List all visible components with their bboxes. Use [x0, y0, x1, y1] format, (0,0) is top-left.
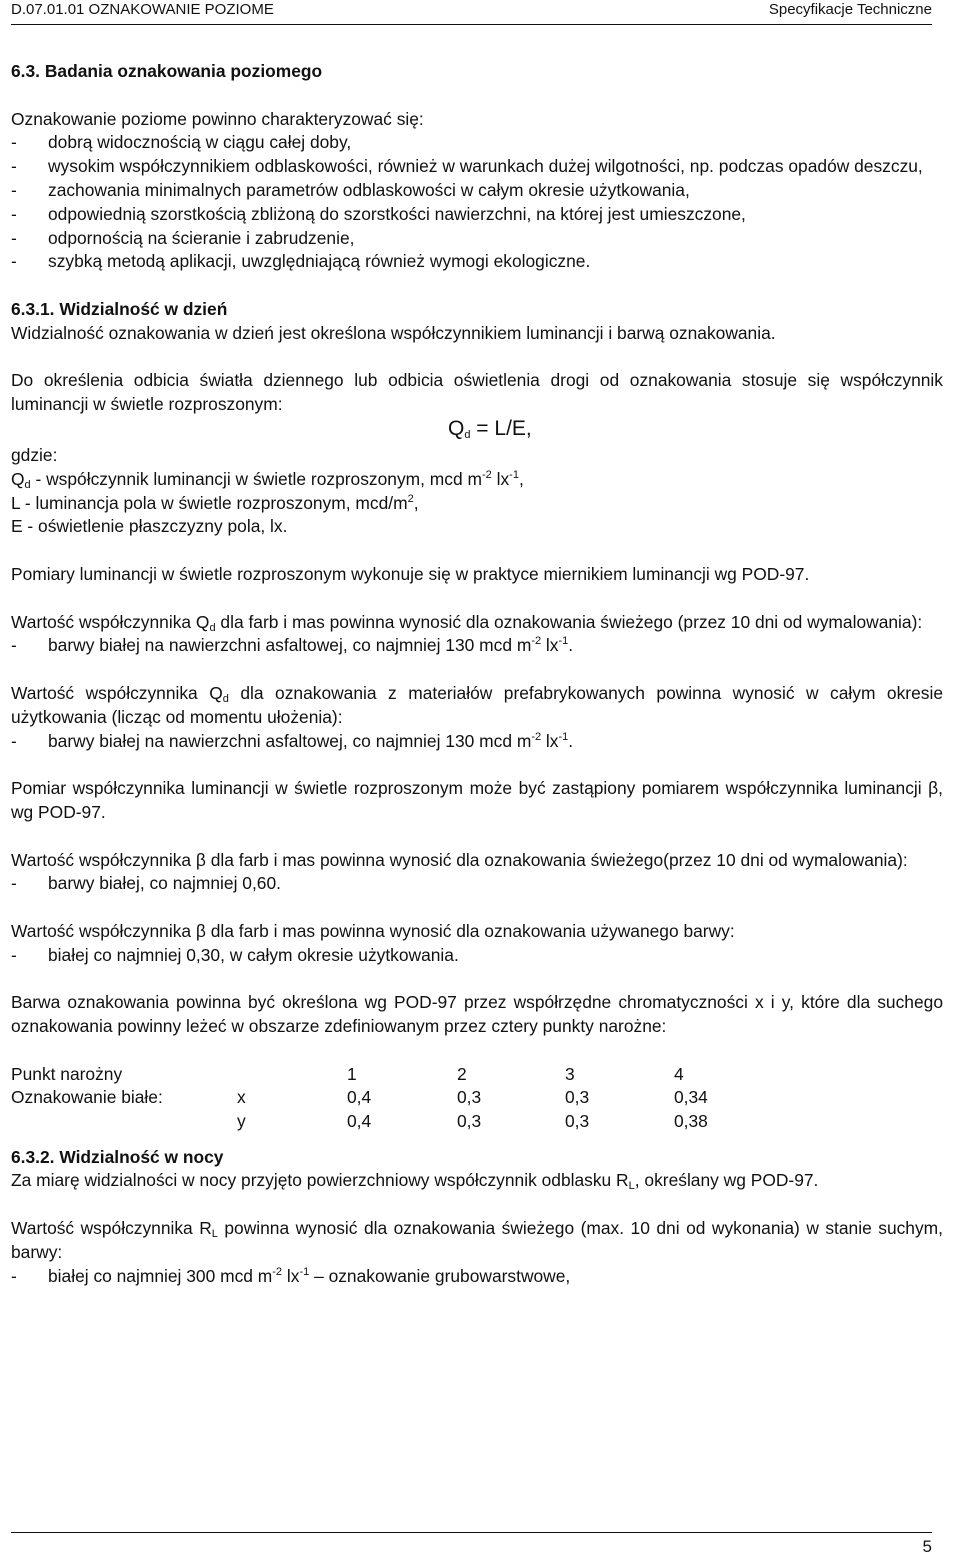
- list-item: - białej co najmniej 0,30, w całym okresie użytkowania.: [11, 944, 459, 965]
- section-heading: 6.3. Badania oznakowania poziomego: [11, 61, 323, 81]
- intro-text: Oznakowanie poziome powinno charakteryzować się:: [11, 108, 424, 129]
- gdzie-label: gdzie:: [11, 444, 58, 465]
- list-item: - barwy białej na nawierzchni asfaltowej, co najmniej 130 mcd $m^{-2}$ $lx^{-1}$.: [11, 635, 574, 656]
- subsection-heading-day: 6.3.1. Widzialność w dzień: [11, 298, 228, 319]
- definition-e: E - oświetlenie płaszczyzny pola, lx.: [11, 516, 288, 537]
- paragraph: Pomiar współczynnika luminancji w świetle rozproszonym może być zastąpiony pomiarem współczynnika luminancji β, wg POD-97.: [11, 778, 943, 822]
- paragraph: Barwa oznakowania powinna być określona wg POD-97 przez współrzędne chromatyczności x i y, które dla suchego oznakowania powinny leżeć w obszarze zdefiniowanym przez cztery punkty narożne:: [11, 992, 943, 1037]
- table-cell: y: [237, 1111, 246, 1132]
- paragraph: Do określenia odbicia światła dziennego lub odbicia oświetlenia drogi od oznakowania stosuje się współczynnik luminancji w świetle rozproszonym:: [11, 370, 943, 415]
- table-cell: 0,3: [565, 1111, 590, 1132]
- table-cell: 0,34: [674, 1087, 708, 1108]
- table-cell: 0,3: [457, 1111, 482, 1132]
- list-item: - zachowania minimalnych parametrów odblaskowości w całym okresie użytkowania,: [11, 179, 690, 200]
- definition-qd: $Q_d$ - współczynnik luminancji w świetle rozproszonym, mcd $m^{-2}$ $lx^{-1}$,: [11, 468, 524, 491]
- corner-points-table: [11, 1063, 943, 1134]
- paragraph: Widzialność oznakowania w dzień jest określona współczynnikiem luminancji i barwą oznakowania.: [11, 322, 776, 343]
- table-cell: 0,4: [347, 1087, 372, 1108]
- list-item: - odpornością na ścieranie i zabrudzenie,: [11, 227, 355, 248]
- page-footer: [11, 1532, 932, 1556]
- table-cell: x: [237, 1087, 246, 1108]
- document-type: Specyfikacje Techniczne: [768, 1, 932, 18]
- document-body: [11, 60, 943, 1288]
- list-item: - białej co najmniej 300 mcd $m^{-2}$ $lx^{-1}$ – oznakowanie grubowarstwowe,: [11, 1265, 571, 1286]
- table-cell: 0,3: [565, 1087, 590, 1108]
- list-item: - wysokim współczynnikiem odblaskowości, również w warunkach dużej wilgotności, np. podczas opadów deszczu,: [11, 156, 923, 177]
- definition-l: L - luminancja pola w świetle rozproszonym, mcd/$m^2$,: [11, 492, 419, 513]
- list-item: - dobrą widocznością w ciągu całej doby,: [11, 132, 352, 153]
- list-item: - barwy białej na nawierzchni asfaltowej, co najmniej 130 mcd $m^{-2}$ $lx^{-1}$.: [11, 730, 574, 751]
- table-cell: 0,4: [347, 1111, 372, 1132]
- document-code: D.07.01.01 OZNAKOWANIE POZIOME: [11, 1, 274, 18]
- list-item: - barwy białej, co najmniej 0,60.: [11, 873, 281, 894]
- list-item: - szybką metodą aplikacji, uwzględniającą również wymogi ekologiczne.: [11, 251, 591, 272]
- table-cell: 1: [347, 1063, 357, 1084]
- paragraph: Pomiary luminancji w świetle rozproszonym wykonuje się w praktyce miernikiem luminancji wg POD-97.: [11, 563, 810, 584]
- subsection-heading-night: 6.3.2. Widzialność w nocy: [11, 1146, 224, 1167]
- paragraph: Za miarę widzialności w nocy przyjęto powierzchniowy współczynnik odblasku $R_L$, określany wg POD-97.: [11, 1170, 819, 1193]
- page-header: [11, 0, 932, 25]
- formula: $Q_d = L/E$,: [448, 416, 532, 441]
- table-cell: 3: [565, 1063, 575, 1084]
- paragraph: Wartość współczynnika $Q_d$ dla farb i mas powinna wynosić dla oznakowania świeżego (przez 10 dni od wymalowania):: [11, 611, 923, 634]
- table-header-label: Punkt narożny: [11, 1063, 123, 1084]
- page-number: 5: [922, 1537, 932, 1556]
- paragraph: Wartość współczynnika $R_L$ powinna wynosić dla oznakowania świeżego (max. 10 dni od wykonania) w stanie suchym, barwy:: [11, 1218, 943, 1262]
- table-cell: 4: [674, 1063, 684, 1084]
- table-cell: 2: [457, 1063, 467, 1084]
- list-item: - odpowiednią szorstkością zbliżoną do szorstkości nawierzchni, na której jest umieszczone,: [11, 203, 746, 224]
- table-row-label: Oznakowanie białe:: [11, 1087, 163, 1108]
- paragraph: Wartość współczynnika $Q_d$ dla oznakowania z materiałów prefabrykowanych powinna wynosić w całym okresie użytkowania (licząc od momentu ułożenia):: [11, 682, 943, 727]
- paragraph: Wartość współczynnika β dla farb i mas powinna wynosić dla oznakowania świeżego(przez 10 dni od wymalowania):: [11, 849, 908, 870]
- table-cell: 0,3: [457, 1087, 482, 1108]
- table-cell: 0,38: [674, 1111, 708, 1132]
- paragraph: Wartość współczynnika β dla farb i mas powinna wynosić dla oznakowania używanego barwy:: [11, 920, 735, 941]
